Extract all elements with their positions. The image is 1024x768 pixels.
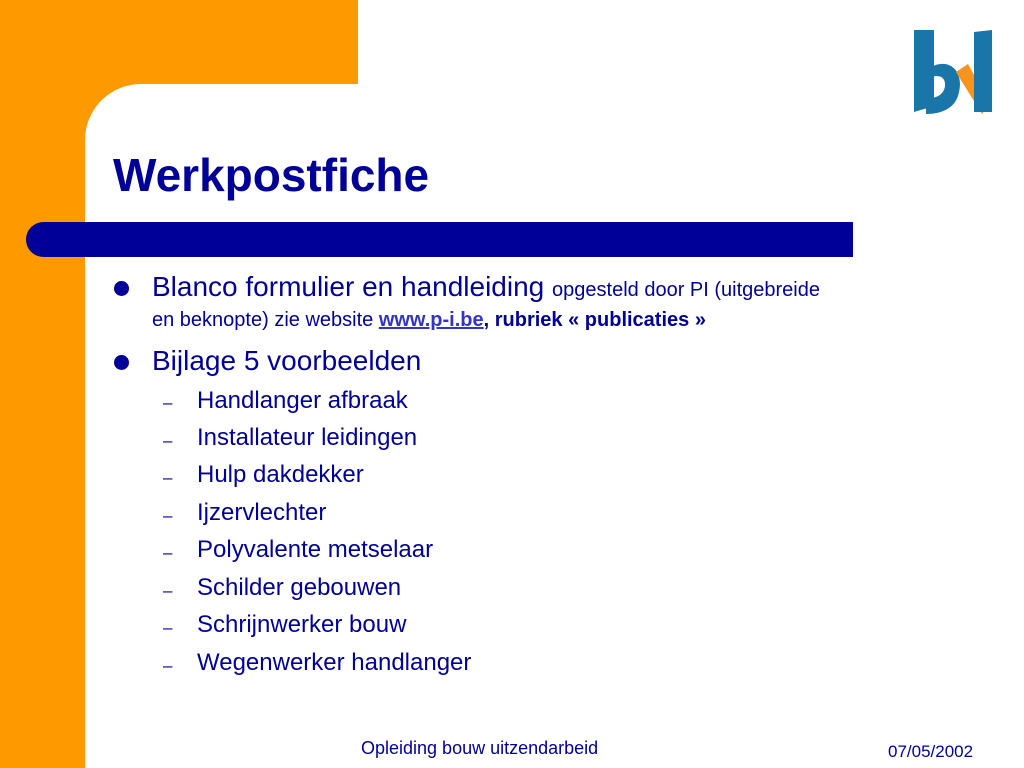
dash-icon: –	[163, 581, 173, 600]
bullet-dot-icon	[114, 355, 129, 370]
dash-icon: –	[163, 543, 173, 562]
website-link[interactable]: www.p-i.be	[378, 309, 484, 331]
sub-item: Handlanger afbraak	[197, 387, 408, 414]
dash-icon: –	[163, 393, 173, 412]
title-underline-bar	[26, 222, 853, 257]
sub-item: Installateur leidingen	[197, 424, 418, 451]
bullet-1-text: Blanco formulier en handleiding	[152, 271, 545, 302]
bullet-1-line-1	[152, 271, 820, 303]
sub-item: Schrijnwerker bouw	[197, 611, 407, 638]
sub-item: Schilder gebouwen	[197, 574, 402, 601]
dash-icon: –	[163, 506, 173, 525]
bullet-1-tail: , rubriek « publicaties »	[483, 309, 706, 331]
bullet-2-text: Bijlage 5 voorbeelden	[152, 345, 422, 376]
dash-icon: –	[163, 618, 173, 637]
sub-item: Polyvalente metselaar	[197, 536, 434, 563]
bullet-1-detail-line2: en beknopte) zie website	[152, 309, 374, 331]
footer-text: Opleiding bouw uitzendarbeid	[361, 738, 599, 758]
bullet-1-detail: opgesteld door PI (uitgebreide	[552, 279, 820, 301]
bullet-1-line-2	[152, 309, 706, 332]
dash-icon: –	[163, 656, 173, 675]
bi-logo-icon	[904, 22, 1004, 122]
footer-date: 07/05/2002	[888, 742, 974, 761]
sub-item: Hulp dakdekker	[197, 461, 364, 488]
dash-icon: –	[163, 431, 173, 450]
dash-icon: –	[163, 468, 173, 487]
bullet-dot-icon	[114, 281, 129, 296]
sub-item: Ijzervlechter	[197, 499, 327, 526]
sub-item: Wegenwerker handlanger	[197, 649, 472, 676]
slide-title: Werkpostfiche	[113, 149, 430, 201]
